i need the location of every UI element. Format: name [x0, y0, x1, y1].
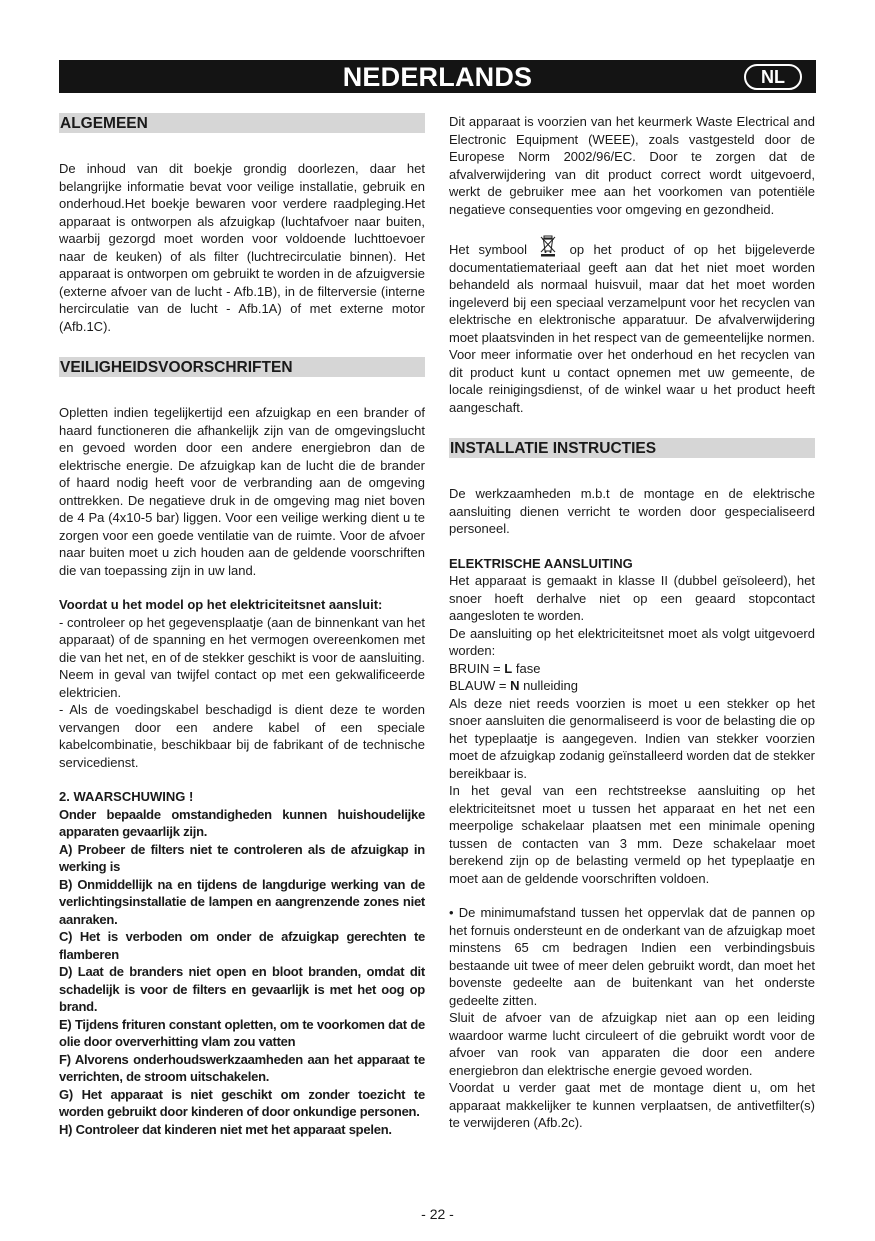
paragraph-algemeen: De inhoud van dit boekje grondig doorlezen, daar het belangrijke informatie bevat voor veilige installatie, gebruik en onderhoud.Het boekje bewaren voor verdere raadpleging.Het apparaat is ontworpen als afzuigkap (luchtafvoer naar buiten, waarbij gezorgd moet worden voor voldoende luchttoevoer naar de keuken) of als filter (luchtrecirculatie binnen). Het apparaat is ontworpen om gebruikt te worden in de afzuigversie (externe afvoer van de lucht - Afb.1B), in de filterversie (interne hercirculatie van de lucht - Afb.1A) of met externe motor (Afb.1C).	[59, 161, 425, 334]
page-title: NEDERLANDS	[342, 62, 533, 92]
paragraph-elektrisch-4: In het geval van een rechtstreekse aansluiting op het elektriciteitsnet moet u tussen het apparaat en het net een meerpolige schakelaar plaatsen met een minimale opening tussen de contacten van 3 mm. Deze schakelaar moet berekend zijn op de belasting vermeld op het typeplaatje en moet aan de geldende voorschriften voldoen.	[449, 783, 815, 886]
warning-item-f: F) Alvorens onderhoudswerkzaamheden aan het apparaat te verrichten, de stroom uitschakelen.	[59, 1051, 425, 1084]
paragraph-elektrisch-3: Als deze niet reeds voorzien is moet u een stekker op het snoer aansluiten die genormaliseerd is voor de belasting die op het typeplaatje is aangegeven. Indien van stekker voorzien moet de afzuigkap zodanig geïnstalleerd worden dat de stekker bereikbaar is.	[449, 695, 815, 781]
paragraph-afstand-1	[449, 904, 815, 1009]
paragraph-symbool	[449, 235, 815, 416]
afstand-text-1: De minimumafstand tussen het oppervlak dat de pannen op het fornuis ondersteunt en de onderkant van de afzuigkap moet minstens 65 cm bedragen Indien een verbindingsbuis bestaande uit twee of meer delen gebruikt wordt, dan moet het bovenste gedeelte aan de buitenkant van het onderste gedeelte zitten.	[449, 905, 815, 1008]
paragraph-afstand-2: Sluit de afvoer van de afzuigkap niet aan op een leiding waardoor warme lucht circuleert of die gebruikt wordt voor de afvoer van rook van apparaten die door een andere energiebron dan elektrische energie gevoed worden.	[449, 1010, 815, 1078]
wire-brown-letter: L	[504, 660, 513, 676]
paragraph-elektrisch-2: De aansluiting op het elektriciteitsnet moet als volgt uitgevoerd worden:	[449, 625, 815, 658]
wire-blue-letter: N	[510, 678, 520, 693]
wire-blue-label: BLAUW =	[449, 678, 507, 693]
wire-blue-row	[449, 677, 815, 695]
warning-item-h: H) Controleer dat kinderen niet met het apparaat spelen.	[59, 1121, 392, 1137]
section-heading-veiligheid: VEILIGHEIDSVOORSCHRIFTEN	[59, 357, 425, 377]
warning-item-d: D) Laat de branders niet open en bloot branden, omdat dit schadelijk is voor de filters en gevaarlijk is met het oog op brand.	[59, 964, 425, 1014]
paragraph-net-item-2: - Als de voedingskabel beschadigd is dient deze te worden vervangen door een andere kabel of een speciale kabelcombinatie, beschikbaar bij de fabrikant of de technische servicedienst.	[59, 702, 425, 770]
subheading-net-aansluiting: Voordat u het model op het elektriciteitsnet aansluit:	[59, 597, 383, 612]
language-code-badge: NL	[744, 64, 802, 90]
paragraph-weee: Dit apparaat is voorzien van het keurmerk Waste Electrical and Electronic Equipment (WEEE), zoals vastgesteld door de Europese Norm 2002/96/EC. Door te zorgen dat de afvalverwijdering van dit product correct wordt uitgevoerd, werkt de gebruiker mee aan het voorkomen van potentiële negatieve consequenties voor omgeving en gezondheid.	[449, 114, 815, 217]
right-column	[449, 113, 815, 1132]
paragraph-elektrisch-1: Het apparaat is gemaakt in klasse II (dubbel geïsoleerd), het snoer hoeft derhalve niet op een geaard stopcontact aangesloten te worden.	[449, 573, 815, 623]
subheading-waarschuwing: 2. WAARSCHUWING !	[59, 789, 194, 804]
paragraph-net-item-1: - controleer op het gegevensplaatje (aan de binnenkant van het apparaat) of de spanning en het vermogen overeenkomen met die van het net, en of de stekker geschikt is voor de aansluiting. Neem in geval van twijfel contact op met een gekwalificeerde elektricien.	[59, 614, 425, 700]
symbool-text-before: Het symbool	[449, 242, 527, 257]
warning-item-a: A) Probeer de filters niet te controleren als de afzuigkap in werking is	[59, 841, 425, 874]
section-heading-installatie: INSTALLATIE INSTRUCTIES	[449, 438, 815, 458]
warning-item-g: G) Het apparaat is niet geschikt om zonder toezicht te worden gebruikt door kinderen of door onkundige personen.	[59, 1086, 425, 1119]
crossed-out-bin-icon	[539, 235, 557, 257]
warning-item-c: C) Het is verboden om onder de afzuigkap gerechten te flamberen	[59, 929, 425, 962]
page-number: - 22 -	[421, 1206, 454, 1222]
warning-item-e: E) Tijdens frituren constant opletten, om te voorkomen dat de olie door oververhitting vlam zou vatten	[59, 1016, 425, 1049]
section-heading-algemeen: ALGEMEEN	[59, 113, 425, 133]
wire-brown-value: fase	[515, 660, 541, 676]
language-banner	[59, 60, 816, 93]
symbool-text-after: op het product of op het bijgeleverde documentatiemateriaal geeft aan dat het niet moet worden behandeld als normaal huisvuil, maar dat het moet worden ingeleverd bij een speciaal verzamelpunt voor het recyclen van elektrische en elektronische apparatuur. De afvalverwijdering moet plaatsvinden in het respect van de gemeentelijke normen. Voor meer informatie over het onderhoud en het recyclen van dit product kunt u contact opnemen met uw gemeente, de locale reinigingsdienst, of de winkel waar u het product heeft aangeschaft.	[449, 242, 815, 415]
subheading-elektrische-aansluiting: ELEKTRISCHE AANSLUITING	[449, 555, 633, 571]
warning-intro: Onder bepaalde omstandigheden kunnen huishoudelijke apparaten gevaarlijk zijn.	[59, 806, 425, 839]
wire-blue-value: nulleiding	[523, 678, 579, 693]
wire-brown-label: BRUIN =	[449, 660, 501, 676]
bullet-icon: •	[449, 905, 454, 920]
paragraph-afstand-3: Voordat u verder gaat met de montage dient u, om het apparaat makkelijker te kunnen verplaatsen, de antivetfilter(s) te verwijderen (Afb.2c).	[449, 1080, 815, 1130]
wire-brown-row	[449, 660, 815, 678]
paragraph-installatie: De werkzaamheden m.b.t de montage en de elektrische aansluiting dienen verricht te worden door gespecialiseerd personeel.	[449, 486, 815, 536]
left-column	[59, 113, 425, 1138]
paragraph-veiligheid: Opletten indien tegelijkertijd een afzuigkap en een brander of haard functioneren die afhankelijk zijn van de omgevingslucht en gevoed worden door een andere energiebron dan de elektrische energie. De afzuigkap kan de lucht die de brander of haard nodig heeft voor de verbranding aan de omgeving onttrekken. De negatieve druk in de omgeving mag niet boven de 4 Pa (4x10-5 bar) liggen. Voor een veilige werking dient u te zorgen voor een goede ventilatie van de ruimte. Voor de afvoer naar buiten moet u zich houden aan de geldende voorschriften die van toepassing zijn in uw land.	[59, 405, 425, 578]
warning-item-b: B) Onmiddellijk na en tijdens de langdurige werking van de verlichtingsinstallatie de lampen en aangrenzende zones niet aanraken.	[59, 876, 425, 927]
